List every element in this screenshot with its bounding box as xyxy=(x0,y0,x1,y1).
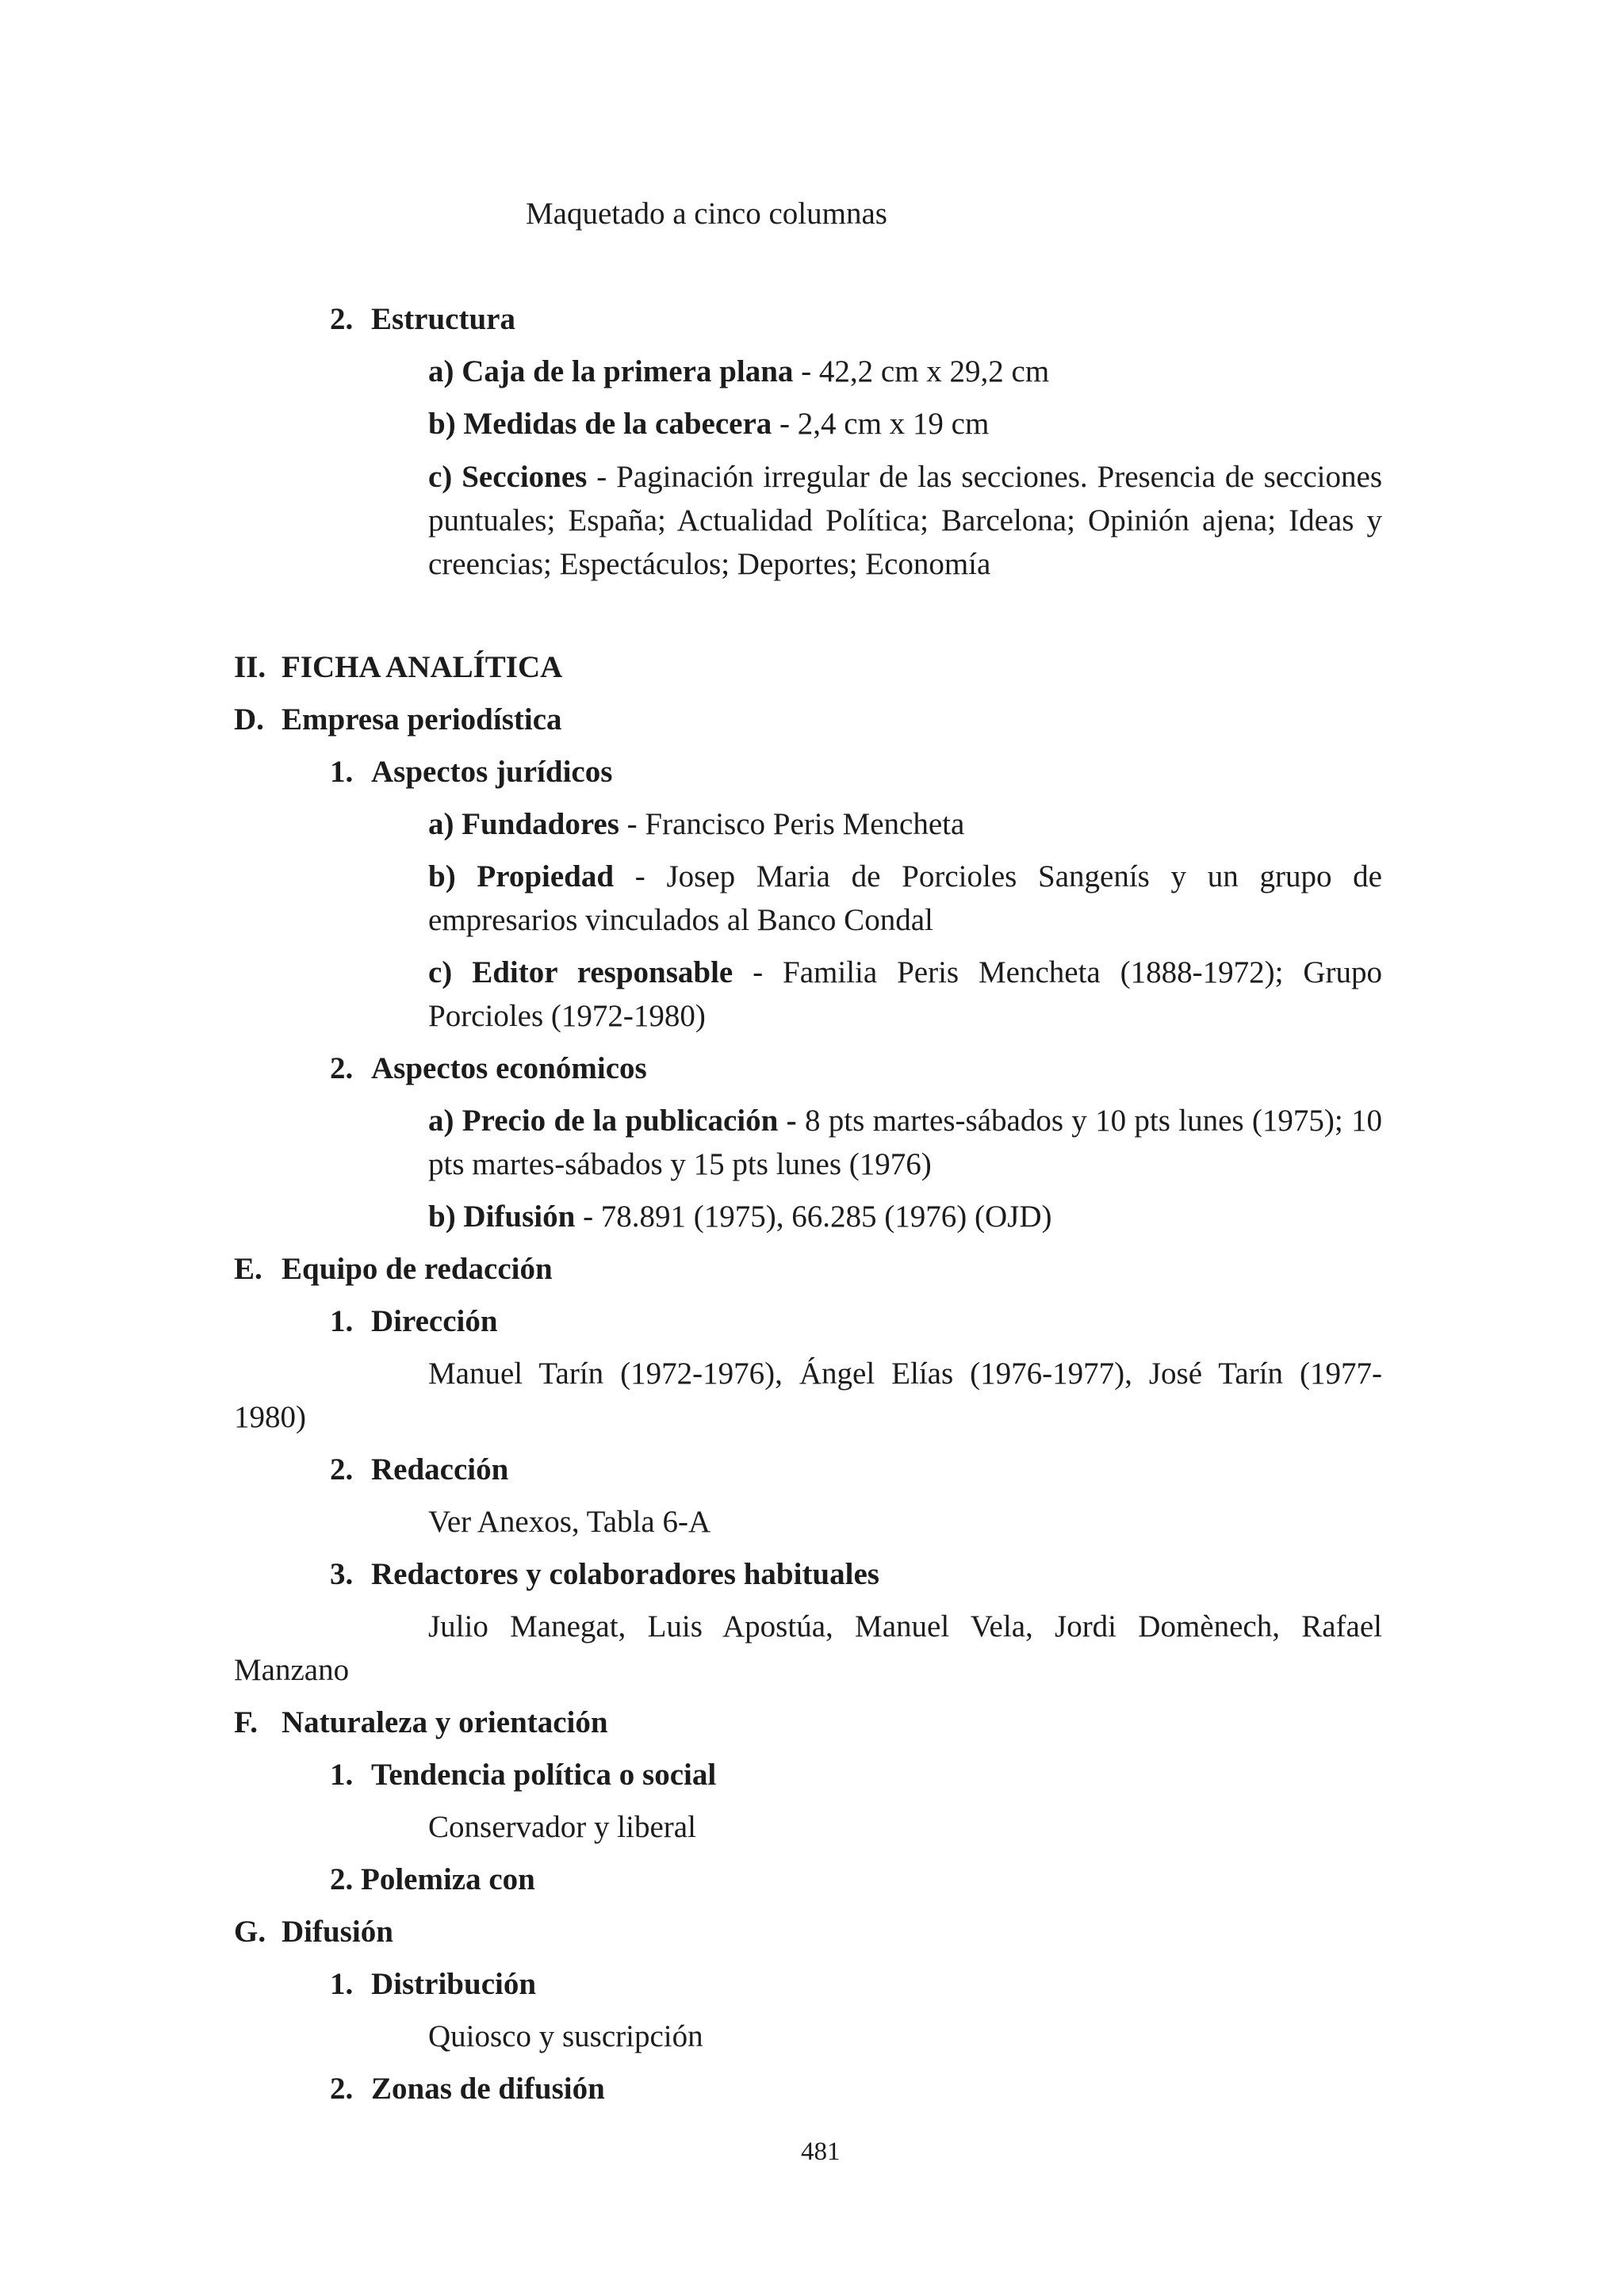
heading-text: Aspectos económicos xyxy=(371,1051,647,1085)
heading-text: Equipo de redacción xyxy=(282,1252,553,1286)
item-label: b) Propiedad xyxy=(428,859,615,894)
redactores-line-2: Manzano xyxy=(234,1653,350,1687)
heading-letter: D. xyxy=(234,702,264,737)
heading-number: 1. xyxy=(330,1967,354,2001)
heading-naturaleza-orientacion xyxy=(234,1701,608,1744)
heading-text: Difusión xyxy=(282,1915,393,1949)
heading-equipo-redaccion xyxy=(234,1247,553,1291)
heading-number: 1. xyxy=(330,755,354,789)
heading-text: Naturaleza y orientación xyxy=(282,1705,608,1739)
tendencia-text: Conservador y liberal xyxy=(428,1810,696,1844)
heading-text: Aspectos jurídicos xyxy=(371,755,613,789)
item-propiedad xyxy=(428,855,1382,942)
heading-text: Distribución xyxy=(371,1967,537,2001)
heading-number: 1. xyxy=(330,1304,354,1338)
item-medidas-cabecera xyxy=(428,402,989,446)
item-text: - Josep Maria de Porcioles Sangenís y un grupo de empresarios vinculados al Banco Condal xyxy=(428,859,1382,937)
heading-difusion xyxy=(234,1910,393,1954)
heading-text: Empresa periodística xyxy=(282,702,562,737)
heading-number: 2. xyxy=(330,302,354,336)
heading-text: Redactores y colaboradores habituales xyxy=(371,1557,879,1591)
item-label: b) Medidas de la cabecera xyxy=(428,407,772,441)
heading-empresa-periodistica xyxy=(234,698,562,741)
heading-direccion xyxy=(330,1299,498,1343)
heading-distribucion xyxy=(330,1962,536,2006)
item-text: - 78.891 (1975), 66.285 (1976) (OJD) xyxy=(575,1200,1052,1234)
item-label: c) Secciones xyxy=(428,460,588,494)
page-number: 481 xyxy=(801,2137,841,2166)
heading-number: 3. xyxy=(330,1557,354,1591)
heading-number: 1. xyxy=(330,1758,354,1792)
redaccion-text: Ver Anexos, Tabla 6-A xyxy=(428,1505,711,1539)
item-text: - Francisco Peris Mencheta xyxy=(619,807,965,841)
item-precio-publicacion xyxy=(428,1099,1382,1186)
item-label: b) Difusión xyxy=(428,1200,576,1234)
redactores-line-1: Julio Manegat, Luis Apostúa, Manuel Vela, Jordi Domènech, Rafael xyxy=(428,1609,1382,1644)
heading-letter: F. xyxy=(234,1705,258,1739)
item-label: a) Caja de la primera plana xyxy=(428,354,794,388)
heading-ficha-analitica xyxy=(234,645,562,689)
heading-polemiza: 2. Polemiza con xyxy=(330,1862,535,1896)
heading-text: Estructura xyxy=(371,302,515,336)
item-label: a) Fundadores xyxy=(428,807,619,841)
heading-estructura xyxy=(330,297,515,341)
heading-redactores xyxy=(330,1552,879,1596)
heading-text: Zonas de difusión xyxy=(371,2072,605,2106)
heading-text: FICHA ANALÍTICA xyxy=(282,650,563,684)
item-secciones xyxy=(428,455,1382,586)
item-text: 8 pts martes-sábados y 10 pts lunes (1975); 10 pts martes-sábados y 15 pts lunes (1976) xyxy=(428,1104,1382,1181)
item-text: - Familia Peris Mencheta (1888-1972); Grupo Porcioles (1972-1980) xyxy=(428,955,1383,1033)
item-text: - Paginación irregular de las secciones. Presencia de secciones puntuales; España; Actualidad Política; Barcelona; Opinión ajena; Ideas y creencias; Espectáculos; Deportes; Economía xyxy=(428,460,1383,581)
heading-text: Dirección xyxy=(371,1304,498,1338)
item-editor-responsable xyxy=(428,951,1382,1038)
heading-text: Tendencia política o social xyxy=(371,1758,717,1792)
top-line: Maquetado a cinco columnas xyxy=(526,197,887,231)
heading-number: 2. xyxy=(330,1051,354,1085)
item-fundadores xyxy=(428,802,964,846)
item-text: - 42,2 cm x 29,2 cm xyxy=(793,354,1050,388)
item-label: c) Editor responsable xyxy=(428,955,733,989)
direccion-line-2: 1980) xyxy=(234,1400,306,1434)
item-text: - 2,4 cm x 19 cm xyxy=(772,407,990,441)
heading-number: 2. xyxy=(330,2072,354,2106)
heading-aspectos-economicos xyxy=(330,1047,647,1090)
item-difusion-ojd xyxy=(428,1195,1051,1238)
item-caja-primera-plana xyxy=(428,350,1049,393)
heading-aspectos-juridicos xyxy=(330,750,612,794)
heading-letter: E. xyxy=(234,1252,262,1286)
heading-tendencia xyxy=(330,1753,716,1797)
direccion-line-1: Manuel Tarín (1972-1976), Ángel Elías (1976-1977), José Tarín (1977- xyxy=(428,1357,1382,1391)
heading-number: 2. xyxy=(330,1452,354,1487)
heading-text: Redacción xyxy=(371,1452,509,1487)
item-label: a) Precio de la publicación - xyxy=(428,1104,797,1138)
heading-redaccion xyxy=(330,1448,508,1491)
heading-number: II. xyxy=(234,650,266,684)
distribucion-text: Quiosco y suscripción xyxy=(428,2019,703,2053)
heading-letter: G. xyxy=(234,1915,266,1949)
heading-zonas-difusion xyxy=(330,2067,605,2110)
